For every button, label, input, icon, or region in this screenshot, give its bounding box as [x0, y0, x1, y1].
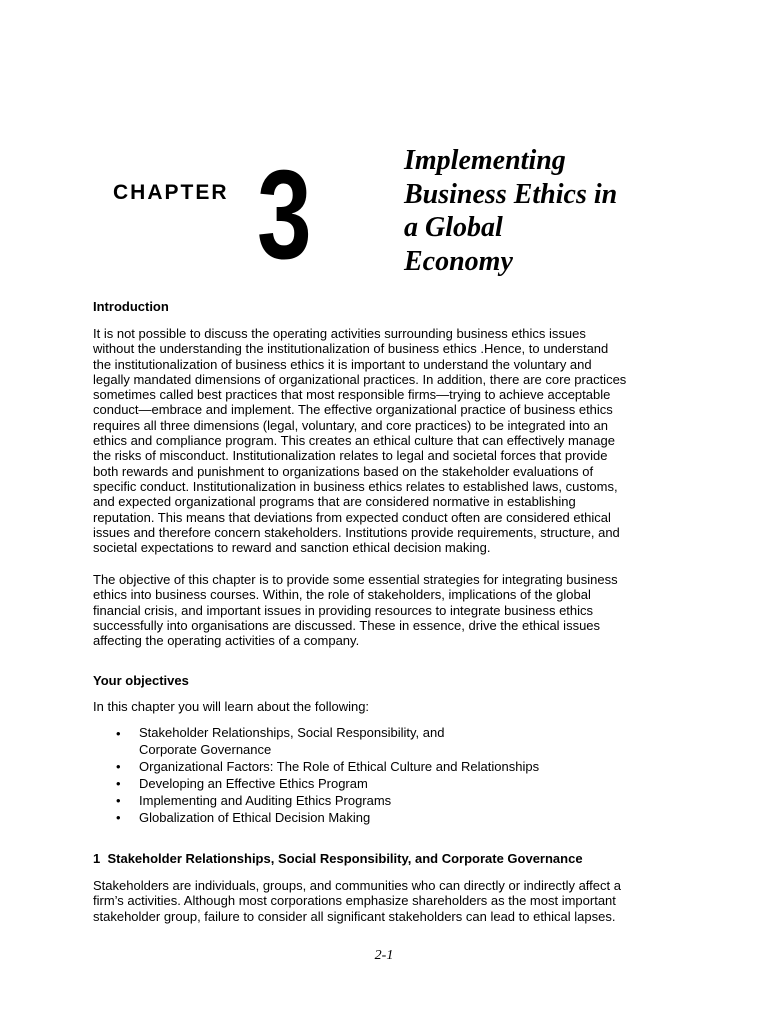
section-number: 1: [93, 851, 101, 866]
text-line: reputation. This means that deviations from expected conduct often are considered ethical: [93, 509, 611, 525]
text-line: ethics and compliance program. This creates an ethical culture that can effectively manage: [93, 433, 615, 449]
chapter-title-line: Economy: [404, 245, 513, 277]
list-item-text: Globalization of Ethical Decision Making: [139, 810, 371, 826]
text-line: specific conduct. Institutionalization in business ethics relates to established laws, customs,: [93, 478, 618, 494]
your-objectives-intro: In this chapter you will learn about the following:: [93, 699, 370, 714]
bullet-icon: •: [116, 726, 121, 741]
list-item-text: Corporate Governance: [139, 741, 272, 757]
bullet-icon: •: [116, 775, 121, 791]
chapter-title-line: Implementing: [404, 145, 566, 176]
list-item: [116, 775, 676, 792]
text-line: affecting the operating activities of a company.: [93, 633, 360, 649]
page-number: 2-1: [374, 948, 394, 963]
chapter-title: [404, 144, 724, 278]
your-objectives-heading: Your objectives: [93, 673, 189, 688]
introduction-heading: Introduction: [93, 299, 169, 314]
text-line: the institutionalization of business ethics it is important to understand the voluntary and: [93, 356, 592, 372]
text-line: without the understanding the institutionalization of business ethics .Hence, to understand: [93, 341, 609, 357]
objectives-list: [116, 725, 676, 827]
text-line: the risks of misconduct. Institutionalization relates to legal and societal forces that provide: [93, 448, 608, 464]
text-line: societal expectations to reward and sanction ethical decision making.: [93, 540, 491, 556]
text-line: stakeholder group, failure to consider all significant stakeholders can lead to ethical lapses.: [93, 908, 616, 924]
text-line: The objective of this chapter is to provide some essential strategies for integrating business: [93, 572, 618, 587]
text-line: conduct—embrace and implement. The effective organizational practice of business ethics: [93, 402, 613, 418]
list-item-text: Implementing and Auditing Ethics Programs: [139, 793, 392, 809]
text-line: financial crisis, and important issues in providing resources to integrate business ethics: [93, 602, 594, 618]
section1-heading: [93, 851, 693, 866]
list-item-text: Developing an Effective Ethics Program: [139, 775, 368, 791]
list-item-text: Organizational Factors: The Role of Ethical Culture and Relationships: [139, 758, 540, 774]
text-line: requires all three dimensions (legal, voluntary, and core practices) to be integrated into an: [93, 417, 608, 433]
text-line: firm’s activities. Although most corporations emphasize shareholders as the most important: [93, 893, 616, 909]
bullet-icon: •: [116, 810, 121, 826]
list-item: [116, 792, 676, 809]
text-line: and expected organizational programs that are considered normative in establishing: [93, 494, 576, 510]
list-item: [116, 809, 676, 826]
section1-paragraph: [93, 878, 693, 924]
chapter-title-line: Business Ethics in: [404, 178, 618, 210]
bullet-icon: •: [116, 793, 121, 809]
chapter-title-line: a Global: [404, 212, 503, 243]
list-item: [116, 758, 676, 775]
list-item-text: Stakeholder Relationships, Social Responsibility, and: [139, 725, 445, 740]
text-line: sometimes called best practices that most responsible firms—trying to achieve acceptable: [93, 387, 611, 403]
bullet-icon: •: [116, 758, 121, 774]
text-line: Stakeholders are individuals, groups, and communities who can directly or indirectly affect a: [93, 878, 621, 893]
text-line: successfully into organisations are discussed. These in essence, drive the ethical issues: [93, 617, 601, 633]
list-item: [116, 725, 676, 758]
section-title: Stakeholder Relationships, Social Responsibility, and Corporate Governance: [107, 851, 583, 866]
text-line: issues and therefore concern stakeholders. Institutions provide requirements, structure, and: [93, 524, 620, 540]
text-line: legally mandated dimensions of organizational practices. In addition, there are core practices: [93, 371, 627, 387]
text-line: It is not possible to discuss the operating activities surrounding business ethics issues: [93, 326, 586, 341]
text-line: both rewards and punishment to organizations based on the stakeholder evaluations of: [93, 463, 594, 479]
introduction-paragraph: [93, 326, 693, 555]
objective-paragraph: [93, 572, 693, 648]
chapter-label: CHAPTER: [113, 181, 229, 204]
text-line: ethics into business courses. Within, the role of stakeholders, implications of the global: [93, 587, 591, 603]
chapter-number: 3: [257, 144, 309, 285]
